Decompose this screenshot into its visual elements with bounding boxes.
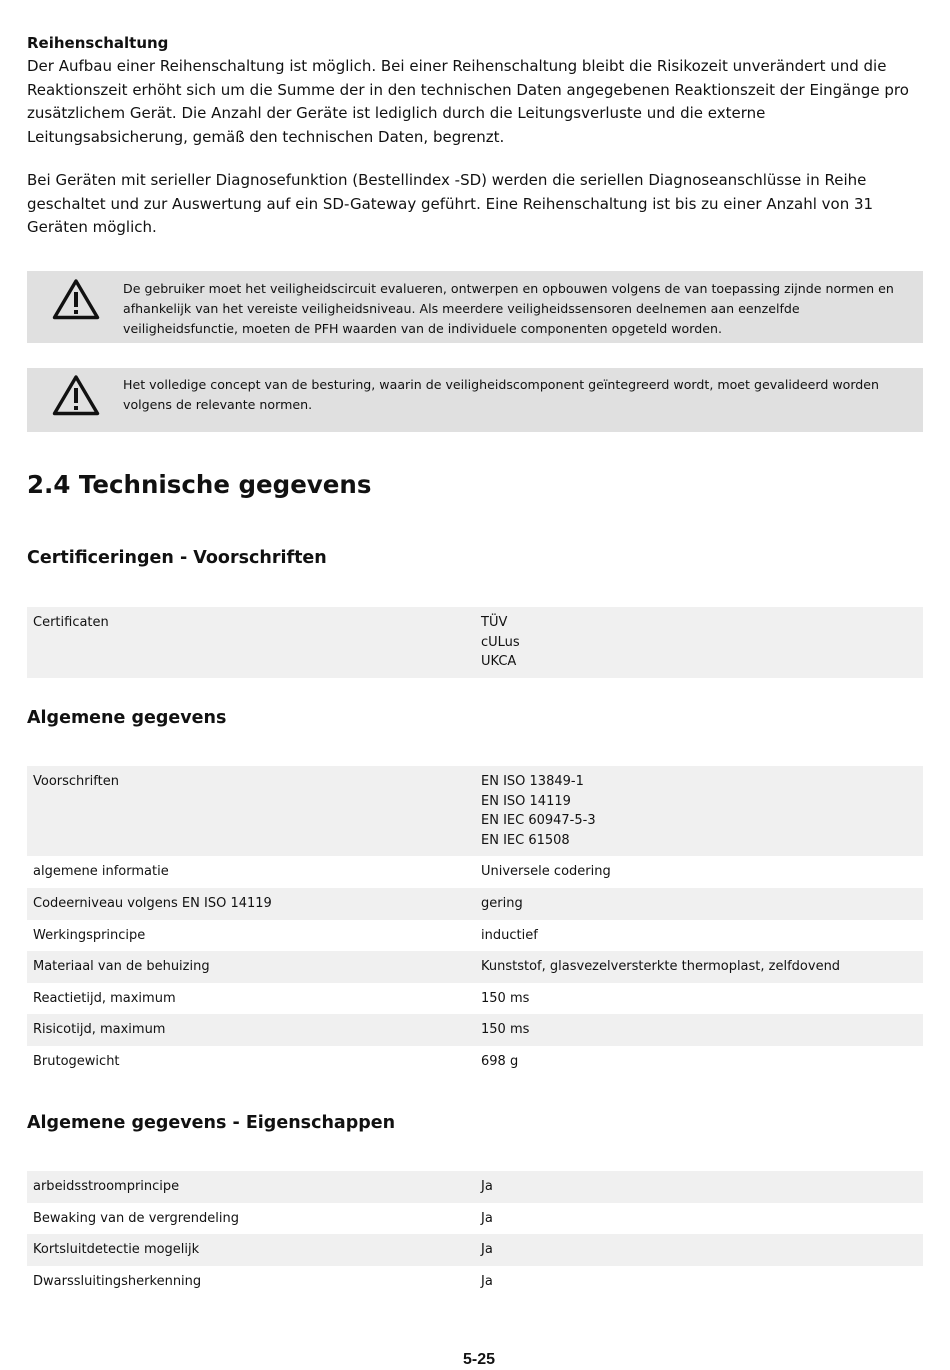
table-row [27,888,923,920]
spec-table-certificeringen [27,607,923,678]
row-value [475,613,923,672]
table-row [27,1046,923,1078]
table-row [27,856,923,888]
row-value-line: UKCA [481,654,517,670]
row-value-line: EN ISO 14119 [481,793,571,809]
table-row [27,1203,923,1235]
warning-triangle-icon [52,374,100,416]
row-value-line: Universele codering [481,864,611,880]
row-value-line: Ja [481,1179,493,1194]
warning-box [27,271,923,343]
page-number: 5-25 [462,1351,496,1368]
row-label: Materiaal van de behuizing [33,959,210,975]
row-value-line: EN IEC 61508 [481,832,570,848]
table-title-eigenschappen: Algemene gegevens - Eigenschappen [27,1113,396,1133]
row-value-line: cULus [481,634,520,650]
table-title-algemene-gegevens: Algemene gegevens [27,708,227,728]
row-value-line: EN ISO 13849-1 [481,774,584,789]
section-title: 2.4 Technische gegevens [27,470,372,499]
row-value-line: TÜV [481,615,508,630]
row-label: Voorschriften [33,774,119,789]
warning-text: De gebruiker moet het veiligheidscircuit evalueren, ontwerpen en opbouwen volgens de van toepassing zijnde normen en afhankelijk van het vereiste veiligheidsniveau. Als meerdere veiligheidssensoren deelnemen aan eenzelfde veiligheidsfunctie, moeten de PFH waarden van de individuele componenten opgeteld worden. [123,281,894,336]
row-value-line: 150 ms [481,1022,530,1038]
row-value [475,1052,923,1072]
intro-paragraph: Bei Geräten mit serieller Diagnosefunktion (Bestellindex -SD) werden die seriellen Diagnoseanschlüsse in Reihe geschaltet und zur Auswertung auf ein SD-Gateway geführt. Eine Reihenschaltung ist bis zu einer Anzahl von 31 Geräten möglich. [27,171,874,236]
row-value-line: EN IEC 60947-5-3 [481,813,596,829]
table-row [27,983,923,1015]
row-value [475,894,923,914]
row-value [475,1240,923,1260]
row-label: Bewaking van de vergrendeling [33,1210,240,1226]
row-value [475,1177,923,1197]
table-row [27,1171,923,1203]
row-value-line: Ja [481,1273,493,1289]
row-label: Brutogewicht [33,1053,120,1069]
table-row [27,951,923,983]
row-value-line: 150 ms [481,990,530,1006]
warning-text: Het volledige concept van de besturing, waarin de veiligheidscomponent geïntegreerd wordt, moet gevalideerd worden volgens de relevante normen. [123,377,880,412]
row-label: Codeerniveau volgens EN ISO 14119 [33,895,272,911]
row-label: Risicotijd, maximum [33,1022,166,1038]
table-row [27,607,923,678]
row-value-line: inductief [481,927,538,943]
row-value [475,1209,923,1229]
intro-paragraph: Der Aufbau einer Reihenschaltung ist möglich. Bei einer Reihenschaltung bleibt die Risikozeit unverändert und die Reaktionszeit erhöht sich um die Summe der in den technischen Daten angegebenen Reaktionszeit der Eingänge pro zusätzlichem Gerät. Die Anzahl der Geräte ist lediglich durch die Leitungsverluste und die externe Leitungsabsicherung, gemäß den technischen Daten, begrenzt. [27,57,909,146]
row-label: Certificaten [33,615,109,630]
row-value [475,862,923,882]
table-row [27,766,923,856]
intro-heading: Reihenschaltung [27,34,169,52]
table-row [27,920,923,952]
row-label: Dwarssluitingsherkenning [33,1273,202,1289]
row-value-line: Kunststof, glasvezelversterkte thermoplast, zelfdovend [481,959,841,975]
row-label: Kortsluitdetectie mogelijk [33,1242,200,1258]
row-value-line: 698 g [481,1053,519,1069]
warning-box [27,368,923,432]
row-value [475,772,923,850]
row-value-line: gering [481,895,523,911]
row-value [475,957,923,977]
row-label: arbeidsstroomprincipe [33,1179,180,1194]
table-row [27,1234,923,1266]
warning-triangle-icon [52,278,100,320]
spec-table-algemene-gegevens [27,766,923,1078]
row-value [475,1272,923,1292]
row-label: Reactietijd, maximum [33,990,176,1006]
table-title-certificeringen: Certificeringen - Voorschriften [27,548,327,568]
spec-table-eigenschappen [27,1171,923,1297]
row-value [475,989,923,1009]
row-label: Werkingsprincipe [33,927,146,943]
table-row [27,1266,923,1298]
row-value [475,1020,923,1040]
row-value [475,926,923,946]
row-value-line: Ja [481,1242,493,1258]
table-row [27,1014,923,1046]
row-value-line: Ja [481,1210,493,1226]
row-label: algemene informatie [33,864,169,880]
